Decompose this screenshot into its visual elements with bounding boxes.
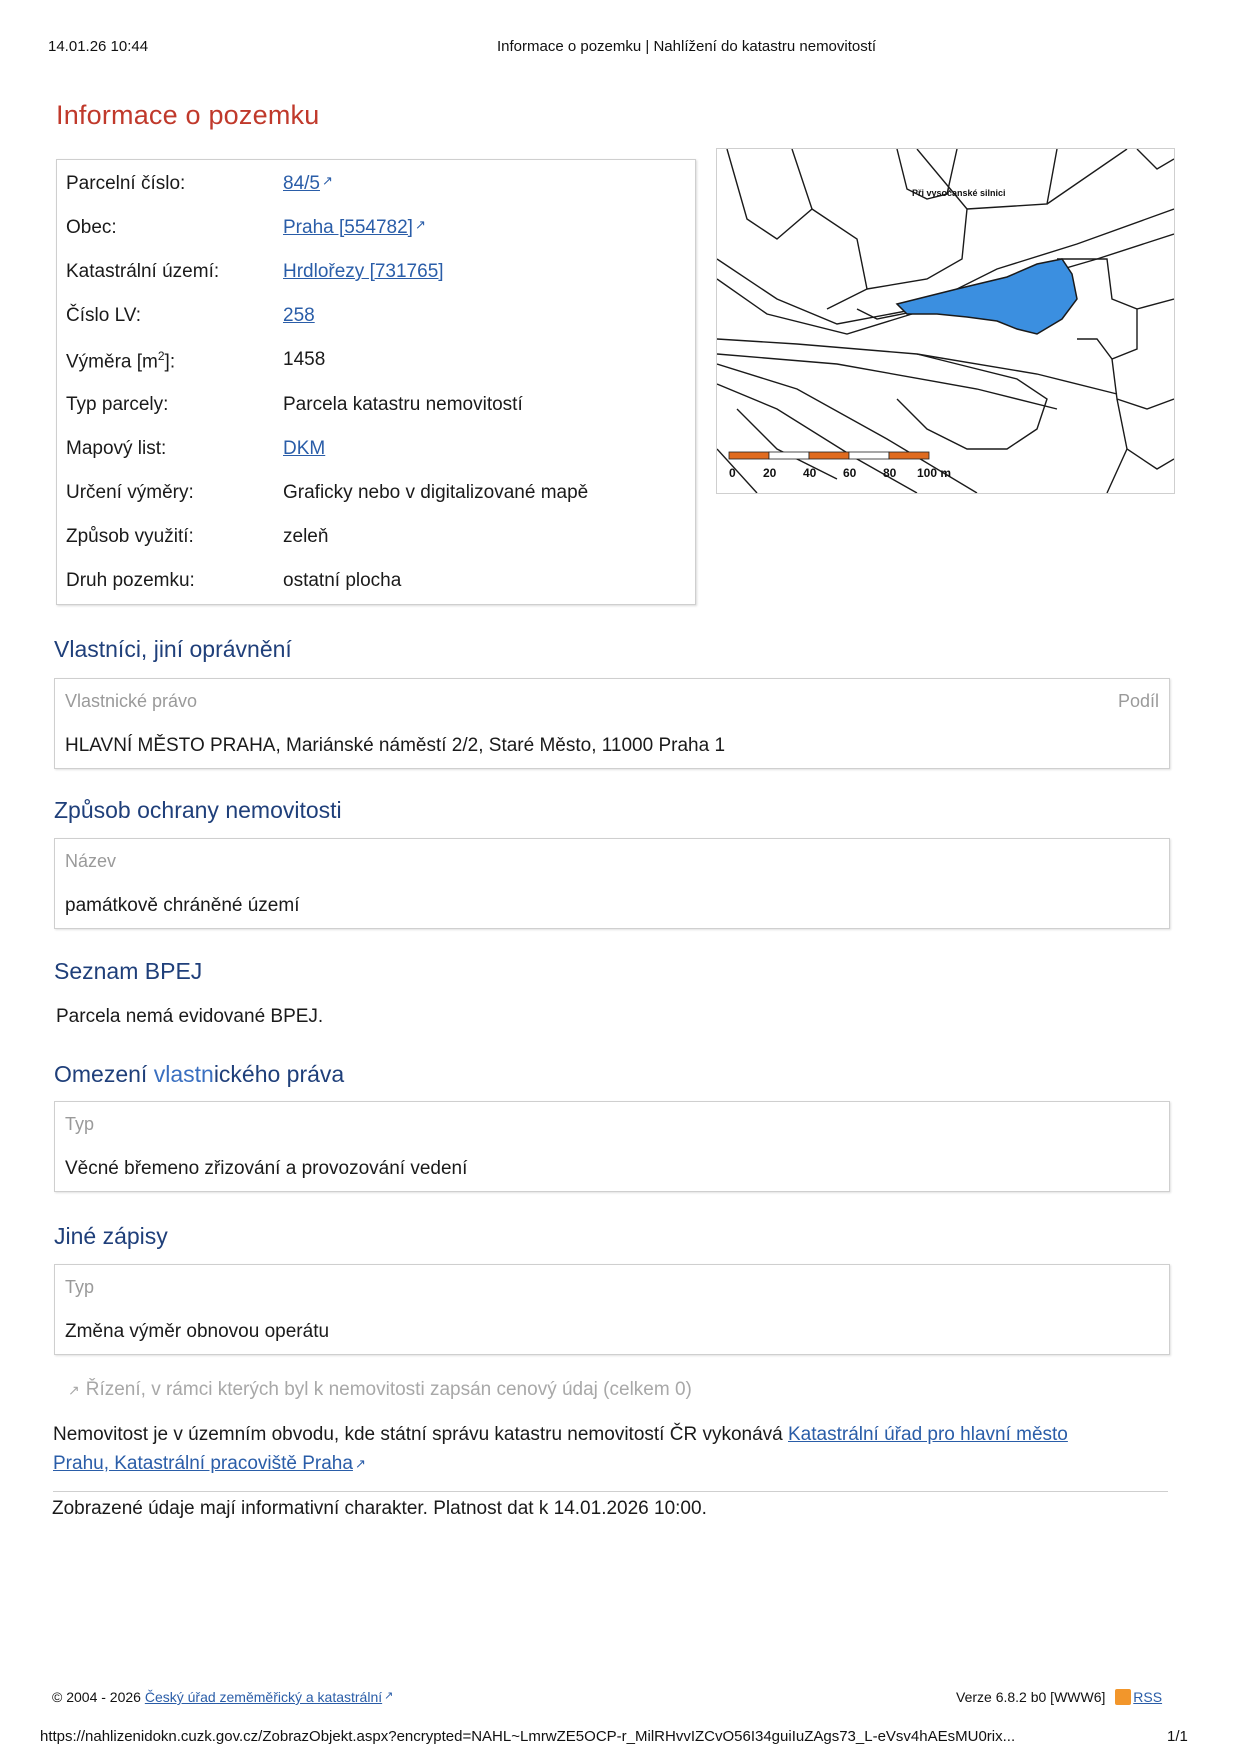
cadastral-office-link-cont[interactable]: Prahu, Katastrální pracoviště Praha — [53, 1453, 353, 1474]
label-map-sheet: Mapový list: — [66, 438, 167, 459]
value-area-determination: Graficky nebo v digitalizované mapě — [283, 482, 589, 503]
value-land-use: zeleň — [283, 526, 329, 547]
value-map-sheet — [283, 438, 325, 460]
protection-col-name: Název — [65, 851, 117, 871]
owners-table — [54, 678, 1170, 769]
proceedings-label: Řízení, v rámci kterých byl k nemovitosti zapsán cenový údaj (celkem 0) — [85, 1379, 692, 1400]
proceedings-toggle[interactable] — [68, 1379, 692, 1401]
label-parcel-number: Parcelní číslo: — [66, 173, 186, 194]
scale-label: 40 — [803, 466, 817, 480]
scale-label: 0 — [729, 466, 736, 480]
link-municipality[interactable]: Praha [554782] — [283, 217, 413, 238]
map-street-label: Při vysočanské silnici — [912, 188, 1006, 198]
value-parcel-number — [283, 173, 333, 195]
data-validity-notice: Zobrazené údaje mají informativní charakter. Platnost dat k 14.01.2026 10:00. — [52, 1498, 707, 1519]
value-cadastral-area — [283, 261, 444, 283]
label-parcel-type: Typ parcely: — [66, 394, 169, 415]
scale-label: 20 — [763, 466, 777, 480]
link-lv-number[interactable]: 258 — [283, 305, 315, 326]
restrictions-table — [54, 1101, 1170, 1192]
label-municipality: Obec: — [66, 217, 117, 238]
footer-cuzk-link[interactable]: Český úřad zeměměřický a katastrální — [144, 1689, 383, 1705]
scale-label: 60 — [843, 466, 857, 480]
cadastral-office-link[interactable]: Katastrální úřad pro hlavní město — [788, 1424, 1068, 1445]
rss-icon — [1115, 1689, 1131, 1705]
parcel-map[interactable] — [716, 148, 1175, 494]
bpej-text: Parcela nemá evidované BPEJ. — [56, 1006, 324, 1027]
link-parcel-number[interactable]: 84/5 — [283, 173, 320, 194]
print-url: https://nahlizenidokn.cuzk.gov.cz/ZobrazObjekt.aspx?encrypted=NAHL~LmrwZE5OCP-r_MilRHvvIZCvO56I34guiIuZAgs73_L-eVsv4hAEsMU0rix... — [40, 1728, 1016, 1745]
owners-col-share: Podíl — [1117, 691, 1159, 711]
footer-copyright: © 2004 - 2026 Český úřad zeměměřický a katastrální ↗ — [52, 1689, 394, 1705]
external-link-icon: ↗ — [354, 1456, 366, 1471]
label-land-use: Způsob využití: — [66, 526, 194, 547]
value-lv-number — [283, 305, 315, 327]
rss-link[interactable]: RSS — [1133, 1689, 1163, 1705]
label-cadastral-area: Katastrální území: — [66, 261, 220, 282]
label-area-determination: Určení výměry: — [66, 482, 194, 503]
owners-col-right: Vlastnické právo — [65, 691, 198, 711]
highlighted-parcel — [897, 259, 1077, 334]
link-map-sheet[interactable]: DKM — [283, 438, 326, 459]
owners-title: Vlastníci, jiní oprávnění — [54, 636, 292, 662]
restrictions-row: Věcné břemeno zřizování a provozování vedení — [65, 1158, 468, 1179]
scale-label: 100 m — [917, 466, 952, 480]
owners-row: HLAVNÍ MĚSTO PRAHA, Mariánské náměstí 2/2, Staré Město, 11000 Praha 1 — [65, 735, 726, 756]
other-records-table — [54, 1264, 1170, 1355]
label-lv-number: Číslo LV: — [66, 305, 141, 326]
page-title: Informace o pozemku — [56, 100, 320, 130]
bpej-title: Seznam BPEJ — [54, 958, 203, 984]
external-link-icon: ↗ — [414, 217, 426, 232]
footer-version: Verze 6.8.2 b0 [WWW6] RSS — [956, 1689, 1163, 1705]
value-municipality — [283, 217, 426, 239]
value-area: 1458 — [283, 349, 326, 370]
restrictions-col-type: Typ — [65, 1114, 95, 1134]
map-scale-bar — [729, 452, 951, 480]
external-link-icon: ↗ — [321, 173, 333, 188]
value-parcel-type: Parcela katastru nemovitostí — [283, 394, 523, 415]
protection-row: památkově chráněné území — [65, 895, 300, 916]
print-page-title: Informace o pozemku | Nahlížení do katastru nemovitostí — [497, 38, 877, 55]
protection-title: Způsob ochrany nemovitosti — [54, 797, 342, 823]
print-page-number: 1/1 — [1167, 1728, 1188, 1745]
cadastral-office-text: Nemovitost je v územním obvodu, kde státní správu katastru nemovitostí ČR vykonává Katastrální úřad pro hlavní město Prahu, Katastrální pracoviště Praha ↗ — [53, 1424, 1068, 1474]
expand-icon: ↗ — [68, 1382, 80, 1398]
restrictions-title: Omezení vlastnického práva — [54, 1061, 345, 1087]
protection-table — [54, 838, 1170, 929]
print-datetime: 14.01.26 10:44 — [48, 38, 149, 55]
other-records-col-type: Typ — [65, 1277, 95, 1297]
label-land-type: Druh pozemku: — [66, 570, 195, 591]
external-link-icon: ↗ — [384, 1690, 394, 1702]
value-land-type: ostatní plocha — [283, 570, 402, 591]
divider — [53, 1491, 1168, 1492]
scale-label: 80 — [883, 466, 897, 480]
parcel-info-table — [56, 159, 696, 605]
link-cadastral-area[interactable]: Hrdlořezy [731765] — [283, 261, 444, 282]
parcel-map-drawing — [717, 149, 1174, 493]
other-records-title: Jiné zápisy — [54, 1223, 168, 1249]
other-records-row: Změna výměr obnovou operátu — [65, 1321, 330, 1342]
label-area: Výměra $[m^2]$: — [66, 349, 176, 373]
